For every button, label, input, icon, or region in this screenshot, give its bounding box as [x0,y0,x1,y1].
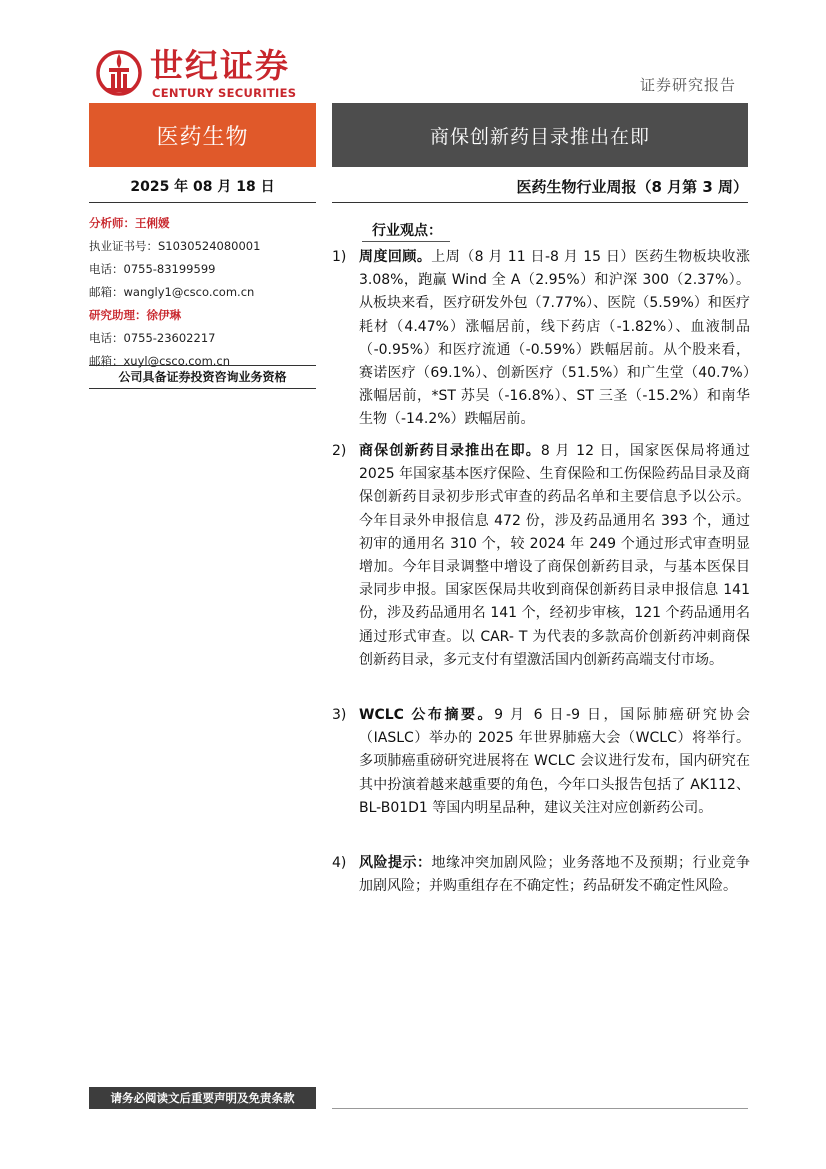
assistant-email: 邮箱：xuyl@csco.com.cn [89,354,231,368]
logo-english-name: CENTURY SECURITIES [152,86,297,100]
point-lead: 风险提示： [359,855,432,871]
view-point [332,246,750,432]
logo-chinese-name: 世纪证券 [150,46,290,85]
divider [362,241,450,242]
point-body: 上周（8 月 11 日-8 月 15 日）医药生物板块收涨 3.08%，跑赢 Wind 全 A（2.95%）和沪深 300（2.37%）。从板块来看，医疗研发外包（7.77%）、医院（5.59%）和医疗耗材（4.47%）涨幅居前，线下药店（-1.82%）、血液制品（-0.95%）和医疗流通（-0.59%）跌幅居前。从个股来看，赛诺医疗（69.1%）、创新医疗（51.5%）和广生堂（40.7%）涨幅居前，*ST 苏吴（-16.8%）、ST 三圣（-15.2%）和南华生物（-14.2%）跌幅居前。 [359,249,751,428]
point-number: 4) [332,855,347,871]
qualification-statement: 公司具备证券投资咨询业务资格 [118,370,287,384]
analyst-info [89,212,316,373]
point-number: 2) [332,443,347,459]
sector-banner: 医药生物 [89,103,316,167]
century-securities-logo-icon [96,46,142,100]
assistant-phone: 电话：0755-23602217 [89,331,216,345]
headline-banner: 商保创新药目录推出在即 [332,103,748,167]
point-lead: 周度回顾。 [359,249,432,265]
divider [89,365,316,366]
divider [332,202,748,203]
analyst-phone: 电话：0755-83199599 [89,262,216,276]
report-type-label: 证券研究报告 [640,76,737,94]
point-body: 地缘冲突加剧风险；业务落地不及预期；行业竞争加剧风险；并购重组存在不确定性；药品研发不确定性风险。 [359,855,750,895]
analyst-role: 分析师：王俐媛 [89,216,170,230]
point-body: 9 月 6 日-9 日，国际肺癌研究协会（IASLC）举办的 2025 年世界肺癌大会（WCLC）将举行。多项肺癌重磅研究进展将在 WCLC 会议进行发布，国内研究在其中扮演着越来越重要的角色，今年口头报告包括了 AK112、BL-B01D1 等国内明星品种，建议关注对应创新药公司。 [359,707,750,816]
view-point [332,704,750,820]
divider [89,388,316,389]
analyst-cert: 执业证书号：S1030524080001 [89,239,261,253]
point-body: 8 月 12 日，国家医保局将通过 2025 年国家基本医疗保险、生育保险和工伤保险药品目录及商保创新药目录初步形式审查的药品名单和主要信息予以公示。今年目录外申报信息 472 份，涉及药品通用名 393 个，通过初审的通用名 310 个，较 2024 年 249 个通过形式审查明显增加。今年目录调整中增设了商保创新药目录，与基本医保目录同步申报。国家医保局共收到商保创新药目录申报信息 141 份，涉及药品通用名 141 个，经初步审核，121 个药品通用名通过形式审查。以 CAR- T 为代表的多款高价创新药冲刺商保创新药目录，多元支付有望激活国内创新药高端支付市场。 [359,443,751,668]
assistant-role: 研究助理：徐伊琳 [89,308,181,322]
divider [89,202,316,203]
view-point [332,852,750,898]
report-date: 2025 年 08 月 18 日 [130,179,275,195]
views-title: 行业观点： [372,223,442,239]
point-number: 3) [332,707,347,723]
disclaimer-link: 请务必阅读文后重要声明及免责条款 [89,1087,316,1109]
divider [332,1108,748,1109]
analyst-email: 邮箱：wangly1@csco.com.cn [89,285,255,299]
point-lead: WCLC 公布摘要。 [359,707,495,723]
point-number: 1) [332,249,347,265]
report-title: 医药生物行业周报（8 月第 3 周） [516,178,748,196]
point-lead: 商保创新药目录推出在即。 [359,443,541,459]
view-point [332,440,750,672]
